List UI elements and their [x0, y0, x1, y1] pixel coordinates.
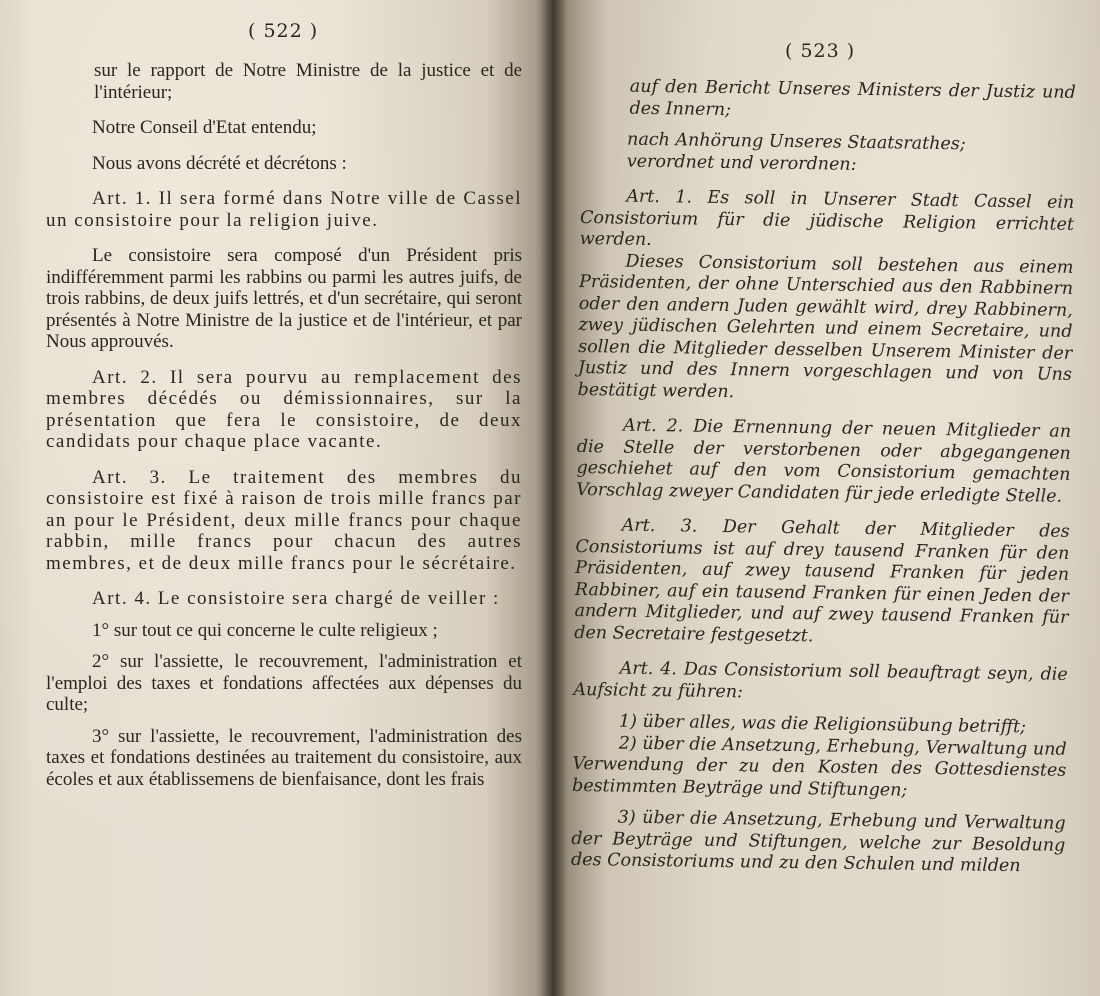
article-1: Art. 1. Il sera formé dans Notre ville de Cassel un consistoire pour la religion juive.	[46, 188, 522, 231]
page-number-left: ( 522 )	[248, 20, 319, 42]
paragraph: verordnet und verordnen:	[626, 151, 857, 175]
paragraph: auf den Bericht Unseres Ministers der Justiz und des Innern;	[629, 76, 1076, 120]
article-4: Art. 4. Das Consistorium soll beauftragt seyn, die Aufsicht zu führen:	[573, 658, 1068, 702]
list-item: 2° sur l'assiette, le recouvrement, l'administration et l'emploi des taxes et fondations affectées aux dépenses du culte;	[46, 651, 522, 715]
article-3: Art. 3. Le traitement des membres du consistoire est fixé à raison de trois mille francs par an pour le Président, deux mille francs pour chaque rabbin, mille francs pour chacun des autres membres, et de deux mille francs pour le sécrétaire.	[46, 466, 522, 574]
article-1: Art. 1. Es soll in Unserer Stadt Cassel ein Consistorium für die jüdische Religion errichtet werden.	[579, 186, 1075, 250]
list-item: 3) über die Ansetzung, Erhebung und Verwaltung der Beyträge und Stiftungen, welche zur Besoldung des Consistoriums und zu den Schulen und milden	[570, 807, 1066, 877]
list-item: 1) über alles, was die Religionsübung betrifft;	[618, 711, 1027, 738]
list-item: 3° sur l'assiette, le recouvrement, l'administration des taxes et fondations destinées au traitement du consistoire, aux écoles et aux établissemens de bienfaisance, dont les frais	[46, 725, 522, 790]
paragraph: nach Anhörung Unseres Staatsrathes;	[626, 129, 966, 155]
article-2: Art. 2. Die Ernennung der neuen Mitglieder an die Stelle der verstorbenen oder abgegangenen geschiehet auf den vom Consistorium gemachten Vorschlag zweyer Candidaten für jede erledigte Stelle.	[576, 415, 1072, 507]
paragraph: sur le rapport de Notre Ministre de la justice et de l'intérieur;	[94, 60, 522, 103]
list-item: 2) über die Ansetzung, Erhebung, Verwaltung und Verwendung der zu den Kosten des Gottesdienstes bestimmten Beyträge und Stiftungen;	[571, 733, 1067, 801]
paragraph: Dieses Consistorium soll bestehen aus einem Präsidenten, der ohne Unterschied aus den Rabbinern oder den andern Juden gewählt wird, drey Rabbinern, zwey jüdischen Gelehrten und einem Secretaire, und sollen die Mitglieder desselben Unserem Minister der Justiz und des Innern vorgeschlagen und von Uns bestätigt werden.	[577, 251, 1074, 402]
article-2: Art. 2. Il sera pourvu au remplacement des membres décédés ou démissionnaires, sur la présentation que fera le consistoire, de deux candidats pour chaque place vacante.	[46, 366, 522, 452]
right-page	[552, 0, 1100, 996]
list-item: 1° sur tout ce qui concerne le culte religieux ;	[92, 619, 438, 641]
paragraph: Notre Conseil d'Etat entendu;	[92, 117, 317, 138]
french-text-block	[46, 60, 522, 790]
article-3: Art. 3. Der Gehalt der Mitglieder des Consistoriums ist auf drey tausend Franken für den Präsidenten, auf zwey tausend Franken für jeden Rabbiner, auf ein tausend Franken für einen Jeden der andern Mitglieder, und auf zwey tausend Franken für den Secretaire festgesetzt.	[574, 515, 1070, 646]
german-text-block	[571, 76, 1076, 878]
paragraph: Le consistoire sera composé d'un Président pris indifféremment parmi les rabbins ou parmi les autres juifs, de trois rabbins, de deux juifs lettrés, et d'un secrétaire, qui seront présentés à Notre Ministre de la justice et de l'intérieur, et par Nous approuvés.	[46, 245, 522, 352]
book-gutter	[540, 0, 566, 996]
paragraph: Nous avons décrété et décrétons :	[92, 152, 347, 174]
page-number-right: ( 523 )	[785, 40, 856, 62]
article-4: Art. 4. Le consistoire sera chargé de veiller :	[92, 588, 500, 609]
